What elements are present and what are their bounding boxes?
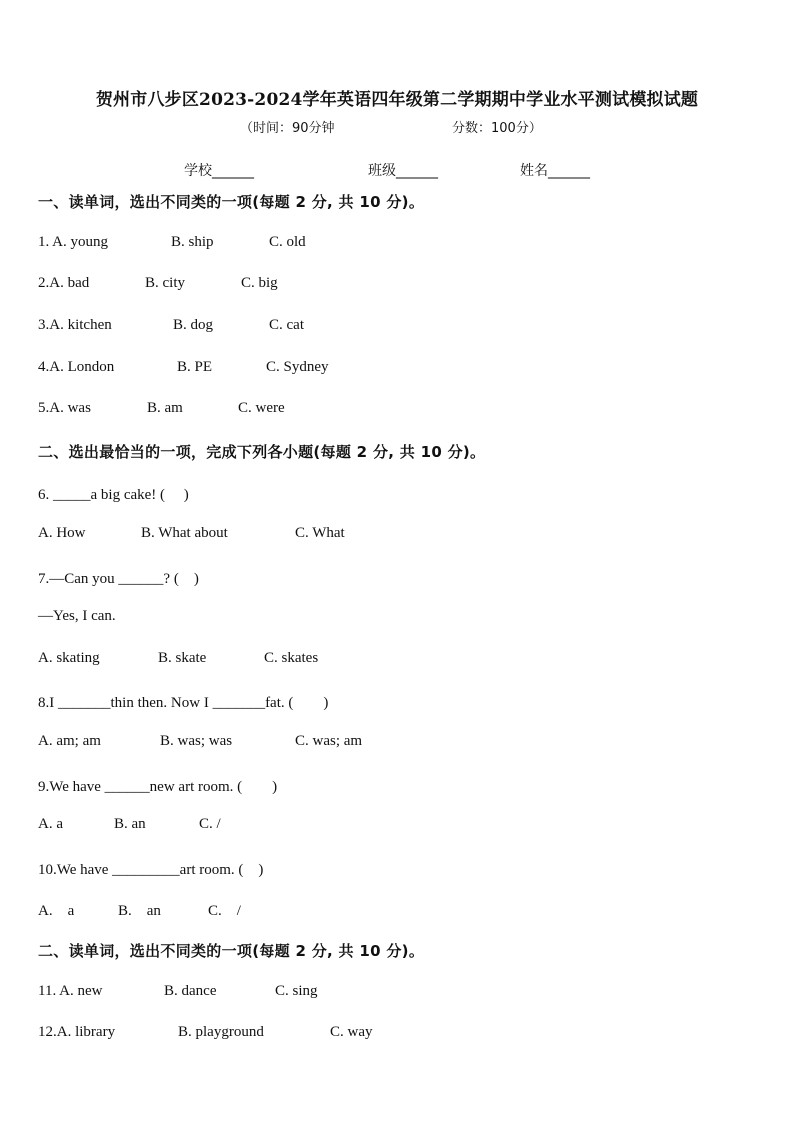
name-field: 姓名______ (520, 163, 590, 179)
question-3-option-a: 3.A. kitchen (38, 317, 112, 333)
question-11 (38, 983, 318, 1000)
question-11-option-c: C. sing (275, 983, 318, 999)
school-field: 学校______ (184, 163, 254, 179)
question-8-option-c: C. was; am (295, 733, 363, 749)
question-1-option-a: 1. A. young (38, 234, 109, 250)
question-4-option-a: 4.A. London (38, 359, 115, 375)
exam-score: 分数：100分） (452, 121, 542, 136)
question-10-option-c: C. / (208, 903, 241, 919)
question-6-stem: 6. _____a big cake! ( ) (38, 487, 189, 503)
question-1 (38, 234, 306, 251)
class-field: 班级______ (368, 163, 438, 179)
question-12 (38, 1024, 373, 1041)
question-10-option-b: B. an (118, 903, 161, 919)
question-9-option-b: B. an (114, 816, 146, 832)
question-5-option-a: 5.A. was (38, 400, 91, 416)
section-heading-2: 二、选出最恰当的一项，完成下列各小题(每题 2 分, 共 10 分)。 (38, 443, 486, 461)
question-4 (38, 359, 329, 376)
exam-title: 贺州市八步区2023-2024学年英语四年级第二学期期中学业水平测试模拟试题 (95, 90, 699, 110)
question-10-options (38, 899, 241, 920)
question-8-option-a: A. am; am (38, 733, 101, 749)
question-6-option-a: A. How (38, 525, 86, 541)
question-7-reply: —Yes, I can. (38, 608, 116, 624)
question-2-option-c: C. big (241, 275, 278, 291)
question-9-option-a: A. a (38, 816, 63, 832)
question-9-stem: 9.We have ______new art room. ( ) (38, 779, 278, 795)
question-6-options (38, 525, 345, 542)
question-7-option-b: B. skate (158, 650, 207, 666)
question-5-option-b: B. am (147, 400, 183, 416)
question-5 (38, 400, 285, 417)
question-1-option-b: B. ship (171, 234, 214, 250)
question-6-option-c: C. What (295, 525, 345, 541)
question-2 (38, 275, 278, 292)
question-10-stem: 10.We have _________art room. ( ) (38, 862, 264, 878)
question-12-option-a: 12.A. library (38, 1024, 116, 1040)
question-3-option-c: C. cat (269, 317, 304, 333)
question-7-option-c: C. skates (264, 650, 319, 666)
question-9-options (38, 816, 221, 833)
question-12-option-b: B. playground (178, 1024, 264, 1040)
exam-time: （时间：90分钟 (240, 121, 335, 136)
question-11-option-a: 11. A. new (38, 983, 103, 999)
question-5-option-c: C. were (238, 400, 285, 416)
question-2-option-a: 2.A. bad (38, 275, 90, 291)
question-4-option-c: C. Sydney (266, 359, 329, 375)
question-2-option-b: B. city (145, 275, 185, 291)
question-8-options (38, 733, 363, 750)
question-3 (38, 317, 304, 334)
section-heading-3: 二、读单词，选出不同类的一项(每题 2 分, 共 10 分)。 (38, 942, 425, 960)
question-3-option-b: B. dog (173, 317, 214, 333)
question-9-option-c: C. / (199, 816, 221, 832)
question-10-option-a: A. a (38, 903, 75, 919)
question-7-options (38, 650, 319, 667)
question-12-option-c: C. way (330, 1024, 373, 1040)
question-11-option-b: B. dance (164, 983, 217, 999)
question-8-stem: 8.I _______thin then. Now I _______fat. ( ) (38, 695, 329, 711)
question-6-option-b: B. What about (141, 525, 228, 541)
section-heading-1: 一、读单词，选出不同类的一项(每题 2 分, 共 10 分)。 (38, 193, 425, 211)
question-8-option-b: B. was; was (160, 733, 233, 749)
question-7-stem: 7.—Can you ______? ( ) (38, 571, 199, 587)
question-1-option-c: C. old (269, 234, 306, 250)
question-7-option-a: A. skating (38, 650, 100, 666)
question-4-option-b: B. PE (177, 359, 213, 375)
